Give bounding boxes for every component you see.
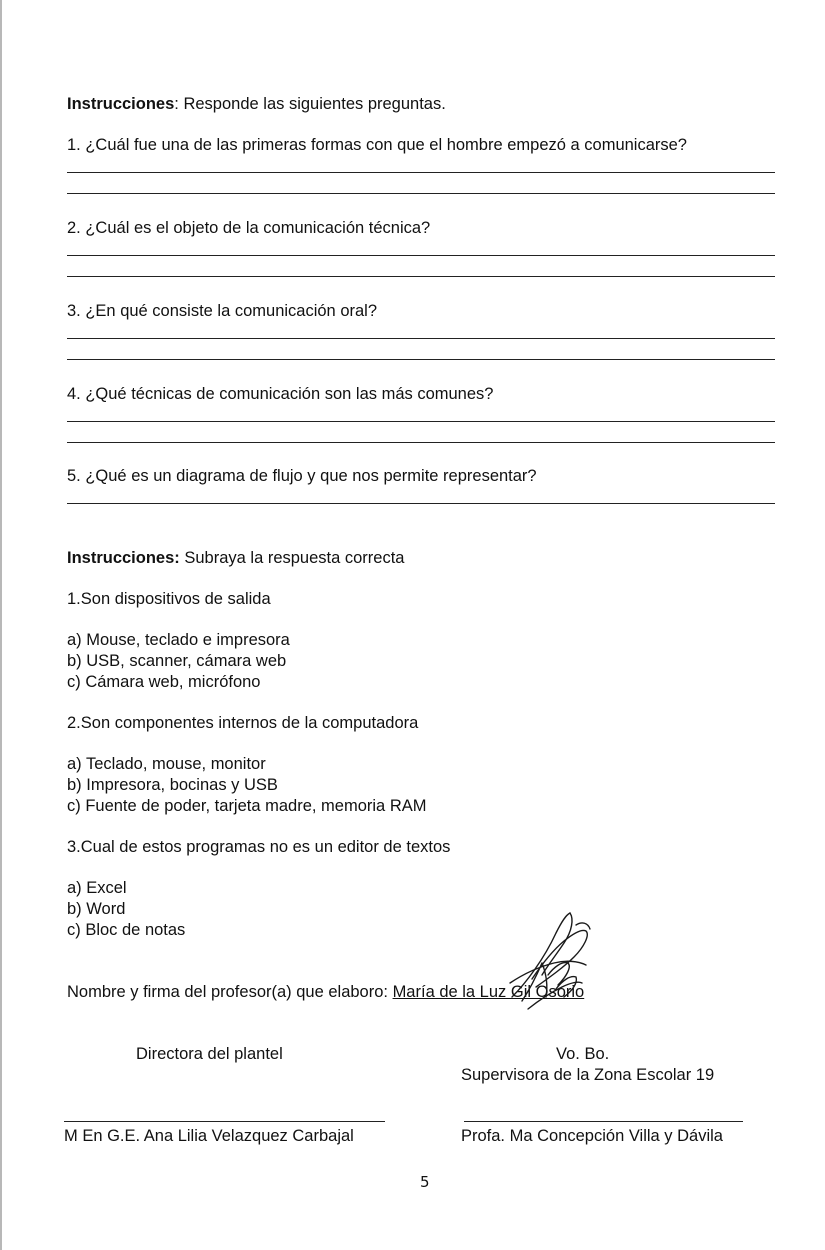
mc-question-3: 3.Cual de estos programas no es un editor de textos [67,838,451,856]
section1-heading-bold: Instrucciones [67,95,175,113]
answer-line[interactable] [67,255,775,256]
vobo-title: Vo. Bo. [556,1045,610,1063]
section2-heading [67,550,404,567]
director-title: Directora del plantel [136,1045,283,1063]
teacher-name: María de la Luz Gil Osorio [392,983,585,1001]
answer-line[interactable] [67,193,775,194]
section1-heading [67,96,446,113]
mc-question-1: 1.Son dispositivos de salida [67,590,271,608]
mc-option[interactable]: b) Word [67,900,126,918]
section1-heading-text: : Responde las siguientes preguntas. [174,95,446,113]
answer-line[interactable] [67,442,775,443]
mc-option[interactable]: c) Bloc de notas [67,921,186,939]
answer-line[interactable] [67,421,775,422]
mc-option[interactable]: c) Fuente de poder, tarjeta madre, memoria RAM [67,797,427,815]
mc-option[interactable]: a) Excel [67,879,127,897]
mc-option[interactable]: c) Cámara web, micrófono [67,673,261,691]
answer-line[interactable] [67,359,775,360]
mc-option[interactable]: a) Teclado, mouse, monitor [67,755,266,773]
supervisor-title: Supervisora de la Zona Escolar 19 [461,1066,715,1084]
answer-line[interactable] [67,503,775,504]
question-2: 2. ¿Cuál es el objeto de la comunicación técnica? [67,219,431,237]
answer-line[interactable] [67,276,775,277]
supervisor-signature-line [464,1121,743,1122]
question-4: 4. ¿Qué técnicas de comunicación son las más comunes? [67,385,494,403]
section2-heading-text: Subraya la respuesta correcta [179,549,405,567]
question-3: 3. ¿En qué consiste la comunicación oral? [67,302,378,320]
question-1: 1. ¿Cuál fue una de las primeras formas con que el hombre empezó a comunicarse? [67,136,687,154]
teacher-label: Nombre y firma del profesor(a) que elaboro: [67,983,393,1001]
answer-line[interactable] [67,172,775,173]
page-left-edge [0,0,2,1250]
mc-option[interactable]: b) USB, scanner, cámara web [67,652,287,670]
answer-line[interactable] [67,338,775,339]
handwritten-signature-icon [492,905,597,1015]
page-number: 5 [420,1173,430,1191]
mc-option[interactable]: b) Impresora, bocinas y USB [67,776,278,794]
mc-option[interactable]: a) Mouse, teclado e impresora [67,631,290,649]
supervisor-name: Profa. Ma Concepción Villa y Dávila [461,1127,723,1145]
director-signature-line [64,1121,385,1122]
mc-question-2: 2.Son componentes internos de la computadora [67,714,419,732]
question-5: 5. ¿Qué es un diagrama de flujo y que nos permite representar? [67,467,537,485]
director-name: M En G.E. Ana Lilia Velazquez Carbajal [64,1127,354,1145]
section2-heading-bold: Instrucciones: [67,549,180,567]
